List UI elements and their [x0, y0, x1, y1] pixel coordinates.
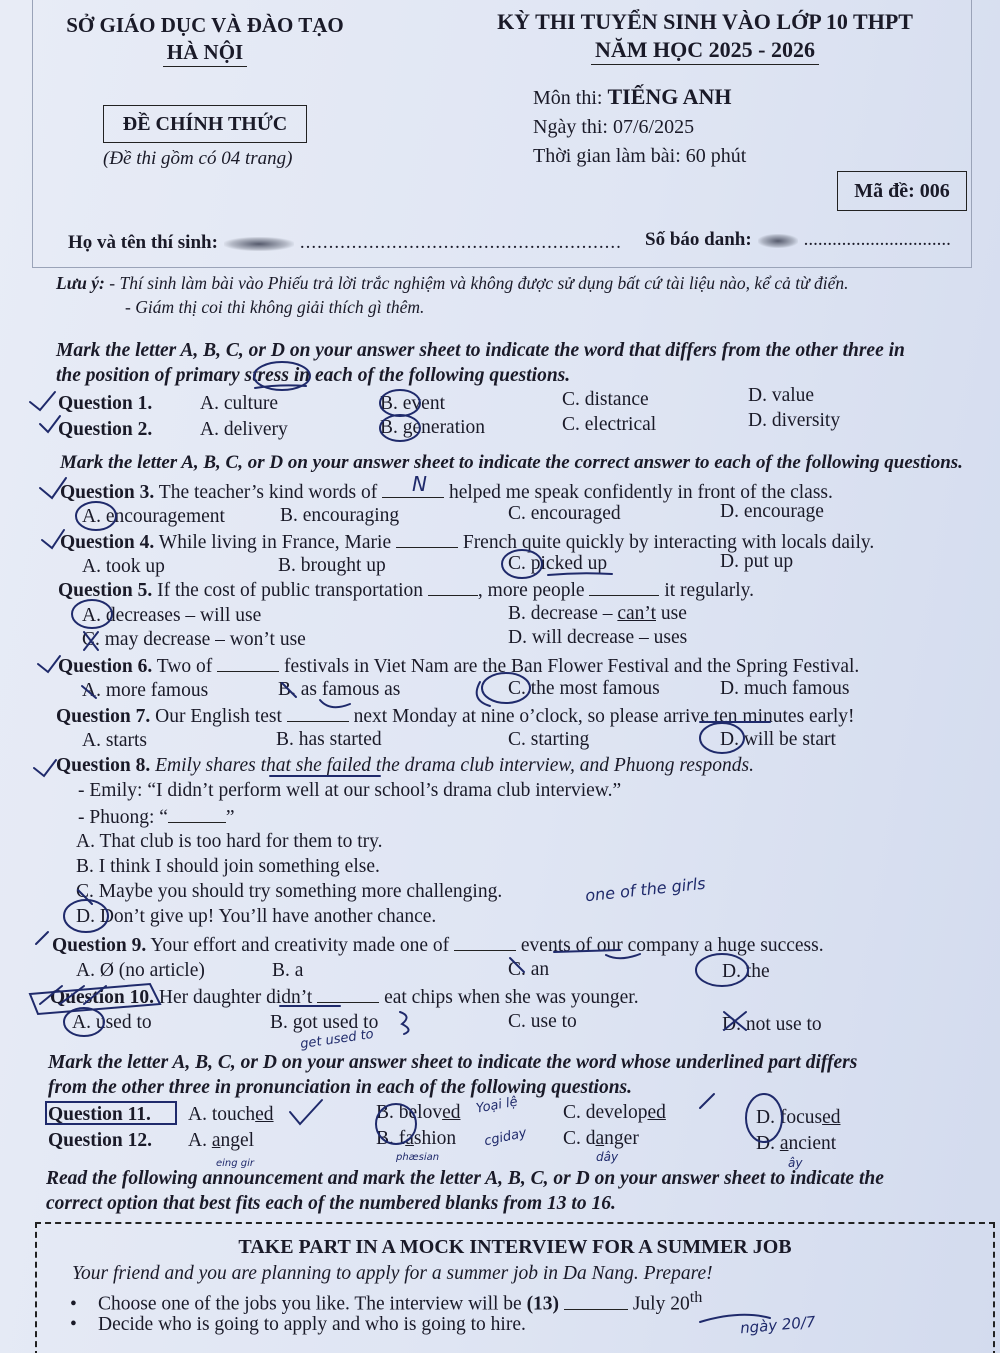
q9-stem-a: Your effort and creativity made one of [146, 935, 455, 956]
q6-option-b: B. as famous as [278, 679, 401, 700]
arrow-mark [36, 932, 48, 944]
q2-option-b: B. generation [380, 417, 486, 438]
q2-option-c: C. electrical [562, 414, 657, 435]
squiggle-mark [400, 1012, 409, 1034]
q7-stem-a: Our English test [150, 706, 287, 727]
q12-a-text: A. [188, 1130, 212, 1151]
q3-option-c: C. encouraged [508, 503, 621, 524]
reading-instruction-line-1: Read the following announcement and mark the letter A, B, C, or D on your answer sheet to indicate the [46, 1168, 884, 1189]
handwritten-q11-note: Yoại lệ [475, 1094, 519, 1117]
question-6-stem [58, 654, 859, 679]
q6-stem-b: festivals in Viet Nam are the Ban Flower Festival and the Spring Festival. [279, 656, 860, 677]
q4-option-d: D. put up [720, 551, 794, 572]
answer-blank [428, 578, 478, 596]
bullet-1-date-suffix: th [689, 1288, 703, 1306]
q8-phuong-end: ” [225, 807, 235, 828]
pronunciation-instruction-line-2: from the other three in pronunciation in each of the following questions. [48, 1077, 633, 1098]
city-name: HÀ NỘI [163, 39, 247, 67]
q12-a-underlined: a [211, 1130, 221, 1151]
tick-mark [30, 392, 55, 410]
q4-stem-b: French quite quickly by interacting with locals daily. [457, 532, 875, 553]
q11-b-text: B. belov [376, 1102, 443, 1123]
q8-option-d: D. Don’t give up! You’ll have another chance. [76, 906, 437, 927]
question-2-number: Question 2. [58, 419, 153, 440]
bullet-2-text: Decide who is going to apply and who is going to hire. [98, 1314, 526, 1335]
redaction-blur [758, 234, 798, 248]
q3-option-a: A. encouragement [82, 506, 225, 527]
stress-instruction [56, 338, 905, 388]
question-1-number: Question 1. [58, 393, 153, 414]
q10-stem-b: eat chips when she was younger. [379, 987, 639, 1008]
q7-option-b: B. has started [276, 729, 382, 750]
q9-option-c: C. an [508, 959, 550, 980]
exam-info [533, 82, 746, 171]
q3-option-d: D. encourage [720, 501, 824, 522]
q3-stem-b: helped me speak confidently in front of the class. [444, 482, 833, 503]
q8-emily-line: - Emily: “I didn’t perform well at our school’s drama club interview.” [78, 780, 622, 801]
q11-option-a [188, 1103, 274, 1127]
handwritten-q12-c-note: dây [596, 1150, 619, 1164]
q12-c-text: C. d [563, 1128, 596, 1149]
q9-option-a: A. Ø (no article) [76, 960, 205, 981]
handwritten-q12-b-under: phæsian [396, 1152, 440, 1163]
q8-option-a: A. That club is too hard for them to try. [76, 831, 383, 852]
question-12-number: Question 12. [48, 1130, 153, 1151]
q2-option-d: D. diversity [748, 410, 841, 431]
announcement-bullet-2 [70, 1314, 526, 1336]
stress-instruction-line-1: Mark the letter A, B, C, or D on your answer sheet to indicate the word that differs from the other three in [56, 340, 905, 361]
exam-date: Ngày thi: 07/6/2025 [533, 116, 695, 138]
issuing-department [40, 12, 370, 67]
q5-option-d: D. will decrease – uses [508, 627, 688, 648]
reading-instruction [46, 1166, 884, 1216]
q1-option-d: D. value [748, 385, 815, 406]
handwritten-q12-d-note: ây [788, 1156, 803, 1170]
answer-blank [287, 704, 349, 722]
notes-label: Lưu ý: [56, 273, 105, 293]
q6-stem-a: Two of [152, 656, 218, 677]
announcement-intro: Your friend and you are planning to apply for a summer job in Da Nang. Prepare! [72, 1263, 713, 1284]
q5-option-a: A. decreases – will use [82, 605, 262, 626]
q5-option-b-text: B. decrease – [508, 603, 618, 624]
official-exam-badge: ĐỀ CHÍNH THỨC [103, 105, 307, 143]
question-9-stem [52, 933, 824, 958]
q11-c-text: C. develop [563, 1102, 648, 1123]
q12-option-c [563, 1127, 639, 1151]
answer-blank [317, 985, 379, 1003]
question-7-stem [56, 704, 855, 729]
bullet-1-date: July 20 [627, 1293, 690, 1315]
q5-stem-a: If the cost of public transportation [152, 580, 428, 601]
q3-option-b: B. encouraging [280, 505, 400, 526]
q8-phuong-text: - Phuong: “ [78, 807, 168, 828]
q9-option-d: D. the [722, 961, 770, 982]
q10-option-c: C. use to [508, 1011, 577, 1032]
candidate-number-line [645, 229, 951, 251]
q12-c-underlined: a [595, 1128, 605, 1149]
q6-option-a: A. more famous [82, 680, 209, 701]
question-5-stem [58, 578, 754, 603]
announcement-bullet-1 [70, 1288, 702, 1316]
q1-option-a: A. culture [200, 393, 278, 414]
q4-option-c: C. picked up [508, 553, 608, 574]
handwritten-q12-a-under: eing gir [216, 1158, 255, 1169]
q9-stem-b: events of our company a huge success. [516, 935, 824, 956]
q8-option-b: B. I think I should join something else. [76, 856, 380, 877]
q1-option-b: B. event [380, 393, 445, 414]
tick-mark [34, 760, 56, 776]
answer-blank [396, 530, 458, 548]
subject-label: Môn thi: [533, 87, 603, 109]
q5-option-c: C. may decrease – won’t use [82, 629, 306, 650]
q8-phuong-line [78, 805, 235, 830]
stress-instruction-line-2c: in each of the following questions. [288, 365, 571, 386]
handwritten-date-note: ngày 20/7 [739, 1312, 817, 1338]
question-11-number: Question 11. [48, 1104, 151, 1125]
q8-stem: Emily shares that she failed the drama club interview, and Phuong responds. [150, 755, 754, 776]
q11-a-underlined: ed [255, 1104, 274, 1125]
q10-option-d: D. not use to [722, 1014, 822, 1035]
q9-option-b: B. a [272, 960, 304, 981]
announcement-title: TAKE PART IN A MOCK INTERVIEW FOR A SUMMER JOB [238, 1236, 792, 1258]
q10-option-b: B. got used to [270, 1012, 379, 1033]
tick-mark [290, 1100, 322, 1124]
q4-stem-a: While living in France, Marie [154, 532, 396, 553]
question-6-number: Question 6. [58, 656, 153, 677]
q8-option-c: C. Maybe you should try something more challenging. [76, 881, 503, 902]
handwritten-q3-answer: N [412, 472, 427, 496]
q10-option-a: A. used to [72, 1012, 152, 1033]
q12-d-text: D. [756, 1133, 780, 1154]
q11-b-underlined: ed [442, 1102, 461, 1123]
question-8-number: Question 8. [56, 755, 151, 776]
answer-blank [454, 933, 516, 951]
handwritten-q10-note: get used to [299, 1026, 375, 1053]
question-3-stem [60, 480, 833, 505]
q2-option-a: A. delivery [200, 419, 288, 440]
q12-option-d [756, 1132, 836, 1156]
q12-a-end: ngel [220, 1130, 255, 1151]
q11-a-text: A. touch [188, 1104, 256, 1125]
famous-swirl-mark [477, 682, 490, 706]
q4-option-a: A. took up [82, 556, 165, 577]
pronunciation-instruction-line-1: Mark the letter A, B, C, or D on your answer sheet to indicate the word whose underlined part differs [48, 1052, 858, 1073]
q12-option-b [376, 1127, 456, 1151]
question-3-number: Question 3. [60, 482, 155, 503]
q12-b-text: B. f [376, 1128, 406, 1149]
answer-blank [217, 654, 279, 672]
q6-option-c: C. the most famous [508, 678, 660, 699]
handwritten-q9-note: one of the girls [584, 873, 707, 906]
q6-option-d: D. much famous [720, 678, 850, 699]
question-7-number: Question 7. [56, 706, 151, 727]
exam-title: KỲ THI TUYỂN SINH VÀO LỚP 10 THPT [497, 9, 913, 34]
stress-keyword: stress [244, 365, 289, 386]
answer-blank [589, 578, 659, 596]
q7-stem-b: next Monday at nine o’clock, so please arrive ten minutes early! [348, 706, 855, 727]
q12-b-underlined: a [405, 1128, 414, 1149]
handwritten-q12-b-note: cgiday [482, 1125, 529, 1150]
stress-instruction-line-2a: the position of primary [56, 365, 245, 386]
q11-d-underlined: ed [822, 1107, 841, 1128]
question-10-stem [50, 985, 639, 1010]
bullet-1-text: Choose one of the jobs you like. The interview will be [98, 1293, 527, 1315]
question-4-number: Question 4. [60, 532, 155, 553]
exam-heading [425, 8, 985, 65]
q3-stem-a: The teacher’s kind words of [154, 482, 383, 503]
q10-stem-a: Her daughter didn’t [154, 987, 318, 1008]
correct-answer-instruction: Mark the letter A, B, C, or D on your answer sheet to indicate the correct answer to each of the following questions. [60, 452, 963, 473]
reading-instruction-line-2: correct option that best fits each of the numbered blanks from 13 to 16. [46, 1193, 616, 1214]
q12-d-underlined: a [779, 1133, 789, 1154]
pronunciation-instruction [48, 1050, 857, 1100]
q11-option-d [756, 1106, 840, 1130]
note-line-2: - Giám thị coi thi không giải thích gì thêm. [125, 297, 425, 317]
question-8-stem [56, 754, 754, 778]
q1-option-c: C. distance [562, 389, 649, 410]
bullet-icon: • [70, 1314, 77, 1335]
candidate-name-line [68, 232, 622, 254]
bullet-icon: • [70, 1293, 77, 1315]
redaction-blur [224, 237, 294, 251]
question-9-number: Question 9. [52, 935, 147, 956]
q12-b-end: shion [413, 1128, 457, 1149]
candidate-name-dots: ........................................................ [299, 232, 622, 253]
department-name: SỞ GIÁO DỤC VÀ ĐÀO TẠO [66, 13, 344, 37]
q5-option-b [508, 602, 687, 626]
candidate-number-dots: ............................... [803, 229, 951, 250]
candidate-name-label: Họ và tên thí sinh: [68, 232, 218, 253]
q12-c-end: nger [604, 1128, 639, 1149]
q12-d-end: ncient [788, 1133, 837, 1154]
tick-mark [40, 416, 60, 432]
note-line-1: - Thí sinh làm bài vào Phiếu trả lời trắc nghiệm và không được sử dụng bất cứ tài liệu nào, kể cả từ điển. [109, 273, 849, 293]
q12-option-a [188, 1129, 254, 1153]
q5-stem-b: , more people [477, 580, 590, 601]
q7-option-a: A. starts [82, 730, 147, 751]
tick-mark [38, 656, 60, 672]
q11-option-b [376, 1101, 461, 1125]
q4-option-b: B. brought up [278, 555, 386, 576]
subject-name: TIẾNG ANH [607, 84, 732, 109]
q5-option-b-underlined: can’t [617, 603, 656, 624]
question-5-number: Question 5. [58, 580, 153, 601]
blank-13-number: (13) [526, 1293, 560, 1315]
q11-c-underlined: ed [647, 1102, 666, 1123]
q7-option-c: C. starting [508, 729, 590, 750]
q5-option-b-end: use [656, 603, 687, 624]
school-year: NĂM HỌC 2025 - 2026 [591, 36, 819, 65]
pages-note: (Đề thi gồm có 04 trang) [103, 148, 293, 169]
q5-stem-c: it regularly. [659, 580, 755, 601]
notes [56, 271, 849, 319]
candidate-number-label: Số báo danh: [645, 229, 752, 250]
q11-d-text: D. focus [756, 1107, 823, 1128]
q11-option-c [563, 1101, 666, 1125]
answer-blank [564, 1292, 628, 1310]
answer-blank [168, 805, 226, 823]
exam-code-box: Mã đề: 006 [837, 171, 967, 211]
q7-option-d: D. will be start [720, 729, 836, 750]
exam-duration: Thời gian làm bài: 60 phút [533, 145, 747, 167]
question-10-number: Question 10. [50, 987, 155, 1008]
